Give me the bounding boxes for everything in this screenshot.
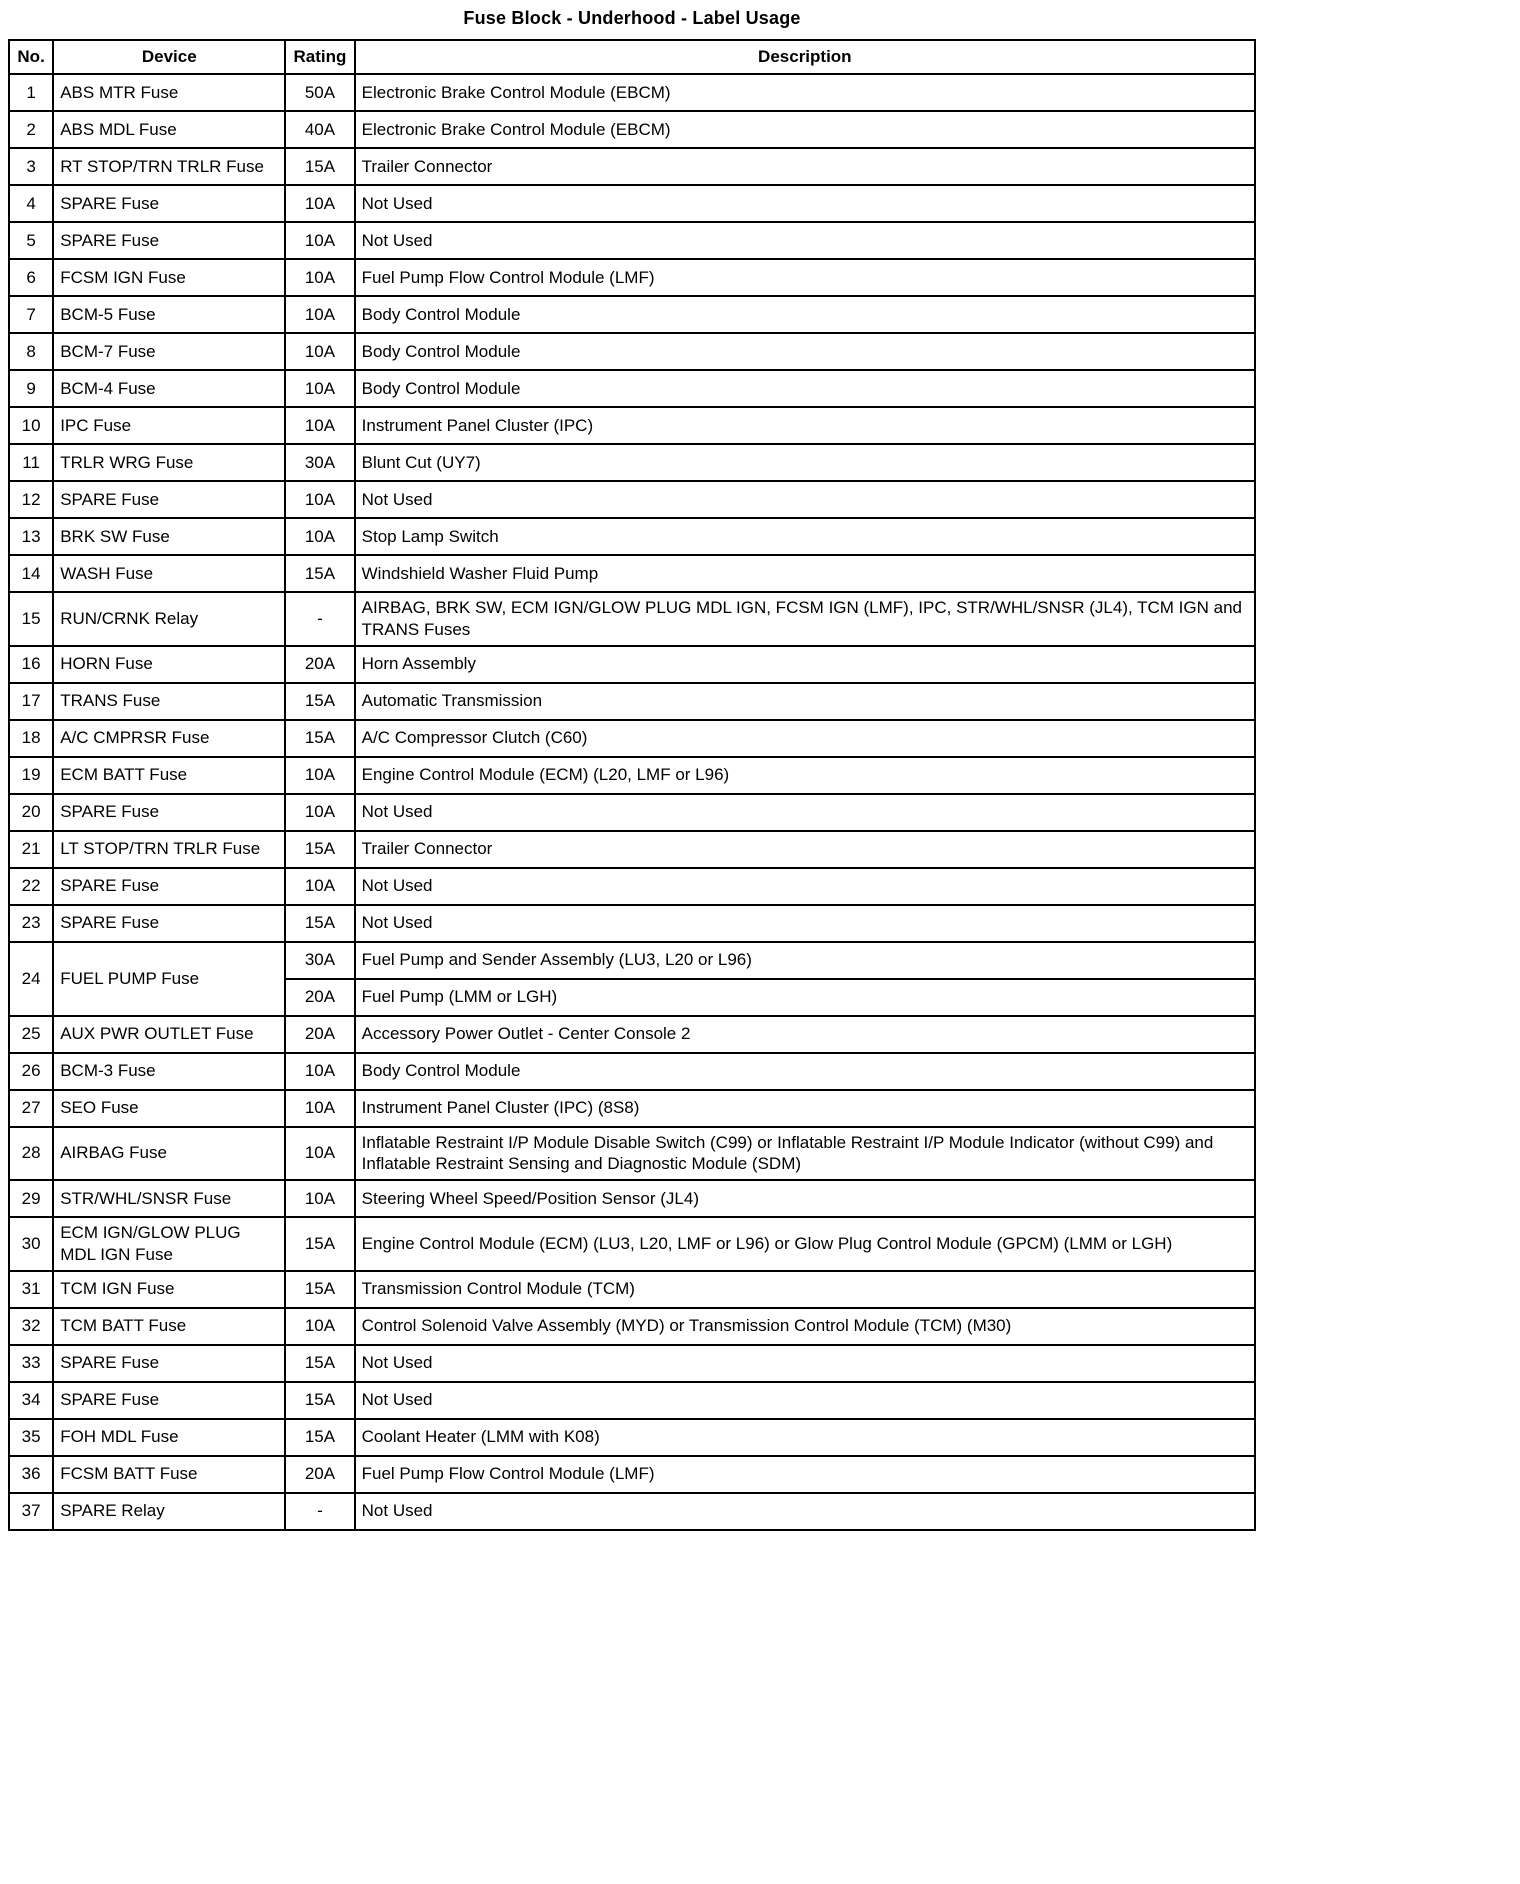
rating-value: 10A — [285, 1127, 354, 1181]
rating-value: 15A — [285, 683, 354, 720]
device-name: TRLR WRG Fuse — [53, 444, 285, 481]
device-name: ABS MTR Fuse — [53, 74, 285, 111]
description: Stop Lamp Switch — [355, 518, 1255, 555]
description: AIRBAG, BRK SW, ECM IGN/GLOW PLUG MDL IGN, FCSM IGN (LMF), IPC, STR/WHL/SNSR (JL4), TCM IGN and TRANS Fuses — [355, 592, 1255, 646]
table-row — [9, 683, 1255, 720]
fuse-number: 16 — [9, 646, 53, 683]
table-row — [9, 148, 1255, 185]
description: Not Used — [355, 794, 1255, 831]
table-row — [9, 1271, 1255, 1308]
rating-value: 10A — [285, 185, 354, 222]
table-row — [9, 111, 1255, 148]
rating-value: 10A — [285, 296, 354, 333]
fuse-number: 34 — [9, 1382, 53, 1419]
description: Coolant Heater (LMM with K08) — [355, 1419, 1255, 1456]
device-name: SPARE Fuse — [53, 222, 285, 259]
fuse-number: 32 — [9, 1308, 53, 1345]
header-rating: Rating — [285, 40, 354, 74]
table-row — [9, 333, 1255, 370]
device-name: BCM-3 Fuse — [53, 1053, 285, 1090]
table-row — [9, 481, 1255, 518]
table-row — [9, 592, 1255, 646]
fuse-number: 37 — [9, 1493, 53, 1530]
description: Electronic Brake Control Module (EBCM) — [355, 111, 1255, 148]
description: Body Control Module — [355, 370, 1255, 407]
fuse-number: 27 — [9, 1090, 53, 1127]
description: Instrument Panel Cluster (IPC) (8S8) — [355, 1090, 1255, 1127]
fuse-number: 13 — [9, 518, 53, 555]
rating-value: 15A — [285, 1382, 354, 1419]
table-row — [9, 868, 1255, 905]
rating-value: 20A — [285, 646, 354, 683]
description: Not Used — [355, 481, 1255, 518]
fuse-number: 35 — [9, 1419, 53, 1456]
rating-value: 10A — [285, 1053, 354, 1090]
fuse-number: 33 — [9, 1345, 53, 1382]
description: Not Used — [355, 222, 1255, 259]
description: Engine Control Module (ECM) (LU3, L20, LMF or L96) or Glow Plug Control Module (GPCM) (LMM or LGH) — [355, 1217, 1255, 1271]
rating-value: 10A — [285, 481, 354, 518]
description: A/C Compressor Clutch (C60) — [355, 720, 1255, 757]
description: Not Used — [355, 1345, 1255, 1382]
rating-value: - — [285, 592, 354, 646]
fuse-number: 11 — [9, 444, 53, 481]
rating-value: 30A — [285, 942, 354, 979]
description: Fuel Pump Flow Control Module (LMF) — [355, 259, 1255, 296]
description: Steering Wheel Speed/Position Sensor (JL4) — [355, 1180, 1255, 1217]
fuse-number: 17 — [9, 683, 53, 720]
description: Fuel Pump and Sender Assembly (LU3, L20 or L96) — [355, 942, 1255, 979]
rating-value: 40A — [285, 111, 354, 148]
rating-value: 20A — [285, 1016, 354, 1053]
rating-value: 20A — [285, 1456, 354, 1493]
device-name: RT STOP/TRN TRLR Fuse — [53, 148, 285, 185]
device-name: AUX PWR OUTLET Fuse — [53, 1016, 285, 1053]
fuse-number: 8 — [9, 333, 53, 370]
table-row — [9, 296, 1255, 333]
description: Body Control Module — [355, 296, 1255, 333]
table-row — [9, 1016, 1255, 1053]
table-row — [9, 370, 1255, 407]
table-row — [9, 1456, 1255, 1493]
table-row — [9, 794, 1255, 831]
table-row — [9, 831, 1255, 868]
table-row — [9, 222, 1255, 259]
table-row — [9, 1090, 1255, 1127]
description: Not Used — [355, 1382, 1255, 1419]
table-row — [9, 905, 1255, 942]
device-name: ECM BATT Fuse — [53, 757, 285, 794]
fuse-number: 29 — [9, 1180, 53, 1217]
device-name: FCSM BATT Fuse — [53, 1456, 285, 1493]
description: Not Used — [355, 1493, 1255, 1530]
table-row — [9, 444, 1255, 481]
table-row — [9, 185, 1255, 222]
rating-value: 10A — [285, 333, 354, 370]
device-name: BCM-7 Fuse — [53, 333, 285, 370]
fuse-number: 3 — [9, 148, 53, 185]
fuse-number: 26 — [9, 1053, 53, 1090]
fuse-number: 21 — [9, 831, 53, 868]
fuse-number: 30 — [9, 1217, 53, 1271]
fuse-number: 22 — [9, 868, 53, 905]
description: Control Solenoid Valve Assembly (MYD) or Transmission Control Module (TCM) (M30) — [355, 1308, 1255, 1345]
description: Body Control Module — [355, 333, 1255, 370]
fuse-block-table — [8, 39, 1256, 1531]
rating-value: 15A — [285, 1345, 354, 1382]
device-name: WASH Fuse — [53, 555, 285, 592]
page-title: Fuse Block - Underhood - Label Usage — [463, 8, 801, 28]
description: Windshield Washer Fluid Pump — [355, 555, 1255, 592]
description: Trailer Connector — [355, 148, 1255, 185]
fuse-number: 24 — [9, 942, 53, 1016]
fuse-number: 23 — [9, 905, 53, 942]
description: Fuel Pump Flow Control Module (LMF) — [355, 1456, 1255, 1493]
fuse-number: 10 — [9, 407, 53, 444]
rating-value: 10A — [285, 794, 354, 831]
device-name: SPARE Fuse — [53, 905, 285, 942]
description: Blunt Cut (UY7) — [355, 444, 1255, 481]
rating-value: 10A — [285, 868, 354, 905]
device-name: FOH MDL Fuse — [53, 1419, 285, 1456]
table-row — [9, 1493, 1255, 1530]
device-name: SEO Fuse — [53, 1090, 285, 1127]
fuse-number: 15 — [9, 592, 53, 646]
header-device: Device — [53, 40, 285, 74]
device-name: SPARE Fuse — [53, 1345, 285, 1382]
rating-value: 15A — [285, 1419, 354, 1456]
rating-value: 10A — [285, 222, 354, 259]
rating-value: 10A — [285, 407, 354, 444]
device-name: SPARE Fuse — [53, 1382, 285, 1419]
fuse-number: 7 — [9, 296, 53, 333]
device-name: ABS MDL Fuse — [53, 111, 285, 148]
table-row — [9, 646, 1255, 683]
rating-value: 10A — [285, 1180, 354, 1217]
table-row — [9, 1382, 1255, 1419]
rating-value: 30A — [285, 444, 354, 481]
description: Horn Assembly — [355, 646, 1255, 683]
rating-value: 10A — [285, 518, 354, 555]
rating-value: 15A — [285, 831, 354, 868]
fuse-number: 18 — [9, 720, 53, 757]
device-name: SPARE Relay — [53, 1493, 285, 1530]
description: Not Used — [355, 868, 1255, 905]
header-no: No. — [9, 40, 53, 74]
table-row — [9, 1419, 1255, 1456]
rating-value: 20A — [285, 979, 354, 1016]
table-row — [9, 1345, 1255, 1382]
fuse-number: 6 — [9, 259, 53, 296]
device-name: RUN/CRNK Relay — [53, 592, 285, 646]
header-description: Description — [355, 40, 1255, 74]
fuse-number: 31 — [9, 1271, 53, 1308]
device-name: A/C CMPRSR Fuse — [53, 720, 285, 757]
description: Accessory Power Outlet - Center Console 2 — [355, 1016, 1255, 1053]
rating-value: - — [285, 1493, 354, 1530]
table-row — [9, 407, 1255, 444]
device-name: BCM-5 Fuse — [53, 296, 285, 333]
device-name: FUEL PUMP Fuse — [53, 942, 285, 1016]
fuse-number: 1 — [9, 74, 53, 111]
device-name: ECM IGN/GLOW PLUG MDL IGN Fuse — [53, 1217, 285, 1271]
fuse-number: 36 — [9, 1456, 53, 1493]
table-row — [9, 757, 1255, 794]
description: Body Control Module — [355, 1053, 1255, 1090]
fuse-number: 12 — [9, 481, 53, 518]
device-name: BCM-4 Fuse — [53, 370, 285, 407]
table-row — [9, 720, 1255, 757]
fuse-number: 14 — [9, 555, 53, 592]
fuse-number: 19 — [9, 757, 53, 794]
description: Transmission Control Module (TCM) — [355, 1271, 1255, 1308]
fuse-number: 25 — [9, 1016, 53, 1053]
table-row — [9, 518, 1255, 555]
table-row — [9, 74, 1255, 111]
rating-value: 10A — [285, 757, 354, 794]
device-name: STR/WHL/SNSR Fuse — [53, 1180, 285, 1217]
rating-value: 10A — [285, 259, 354, 296]
table-row — [9, 1180, 1255, 1217]
table-header — [9, 40, 1255, 74]
description: Not Used — [355, 905, 1255, 942]
rating-value: 15A — [285, 905, 354, 942]
table-row — [9, 259, 1255, 296]
table-row — [9, 555, 1255, 592]
rating-value: 15A — [285, 720, 354, 757]
fuse-number: 20 — [9, 794, 53, 831]
rating-value: 15A — [285, 555, 354, 592]
table-row — [9, 942, 1255, 979]
table-row — [9, 1217, 1255, 1271]
description: Instrument Panel Cluster (IPC) — [355, 407, 1255, 444]
device-name: TCM BATT Fuse — [53, 1308, 285, 1345]
description: Electronic Brake Control Module (EBCM) — [355, 74, 1255, 111]
device-name: SPARE Fuse — [53, 868, 285, 905]
description: Automatic Transmission — [355, 683, 1255, 720]
device-name: LT STOP/TRN TRLR Fuse — [53, 831, 285, 868]
device-name: SPARE Fuse — [53, 481, 285, 518]
fuse-number: 5 — [9, 222, 53, 259]
device-name: FCSM IGN Fuse — [53, 259, 285, 296]
description: Inflatable Restraint I/P Module Disable Switch (C99) or Inflatable Restraint I/P Module Indicator (without C99) and Inflatable Restraint Sensing and Diagnostic Module (SDM) — [355, 1127, 1255, 1181]
rating-value: 10A — [285, 370, 354, 407]
table-row — [9, 1308, 1255, 1345]
device-name: AIRBAG Fuse — [53, 1127, 285, 1181]
description: Trailer Connector — [355, 831, 1255, 868]
rating-value: 15A — [285, 148, 354, 185]
description: Not Used — [355, 185, 1255, 222]
device-name: IPC Fuse — [53, 407, 285, 444]
table-row — [9, 1053, 1255, 1090]
description: Fuel Pump (LMM or LGH) — [355, 979, 1255, 1016]
device-name: SPARE Fuse — [53, 794, 285, 831]
device-name: BRK SW Fuse — [53, 518, 285, 555]
device-name: HORN Fuse — [53, 646, 285, 683]
header-row — [9, 40, 1255, 74]
rating-value: 15A — [285, 1217, 354, 1271]
table-row — [9, 1127, 1255, 1181]
fuse-number: 28 — [9, 1127, 53, 1181]
table-body — [9, 74, 1255, 1530]
device-name: SPARE Fuse — [53, 185, 285, 222]
fuse-number: 9 — [9, 370, 53, 407]
rating-value: 10A — [285, 1090, 354, 1127]
device-name: TRANS Fuse — [53, 683, 285, 720]
rating-value: 10A — [285, 1308, 354, 1345]
fuse-number: 2 — [9, 111, 53, 148]
fuse-number: 4 — [9, 185, 53, 222]
description: Engine Control Module (ECM) (L20, LMF or L96) — [355, 757, 1255, 794]
rating-value: 15A — [285, 1271, 354, 1308]
rating-value: 50A — [285, 74, 354, 111]
device-name: TCM IGN Fuse — [53, 1271, 285, 1308]
